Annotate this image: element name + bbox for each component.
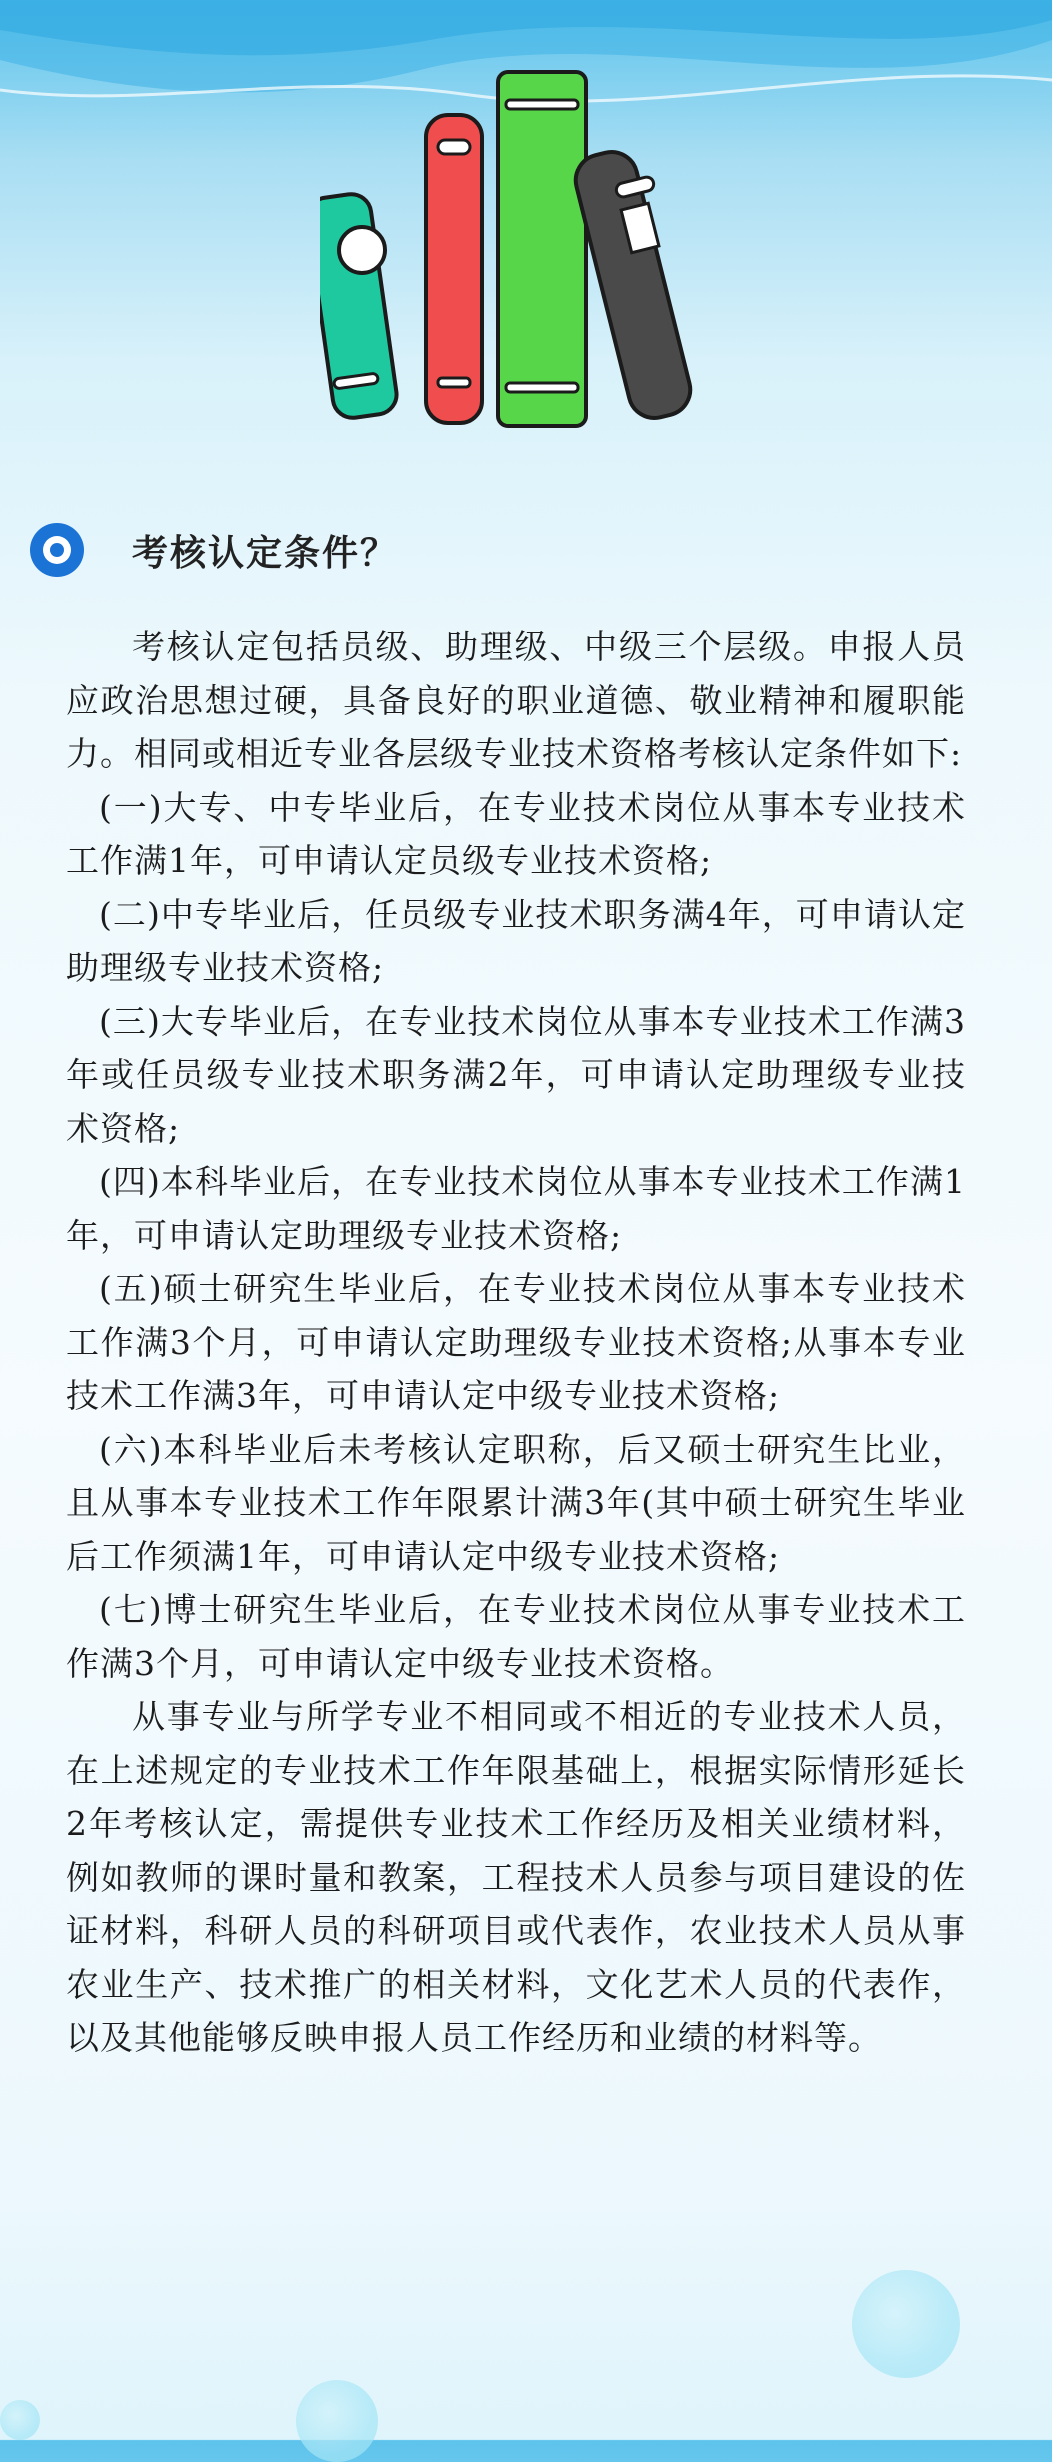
condition-item-2: (二)中专毕业后，任员级专业技术职务满4年，可申请认定助理级专业技术资格;: [66, 894, 966, 987]
condition-item-1: (一)大专、中专毕业后，在专业技术岗位从事本专业技术工作满1年，可申请认定员级专业技术资格;: [66, 787, 966, 880]
condition-item-4: (四)本科毕业后，在专业技术岗位从事本专业技术工作满1年，可申请认定助理级专业技术资格;: [66, 1162, 966, 1255]
closing-paragraph: 从事专业与所学专业不相同或不相近的专业技术人员，在上述规定的专业技术工作年限基础上，根据实际情形延长2年考核认定，需提供专业技术工作经历及相关业绩材料，例如教师的课时量和教案，工程技术人员参与项目建设的佐证材料，科研人员的科研项目或代表作，农业技术人员从事农业生产、技术推广的相关材料，文化艺术人员的代表作，以及其他能够反映申报人员工作经历和业绩的材料等。: [66, 1697, 966, 2057]
document-body: [66, 620, 966, 2065]
condition-item-7: (七)博士研究生毕业后，在专业技术岗位从事专业技术工作满3个月，可申请认定中级专业技术资格。: [66, 1590, 966, 1683]
condition-item-3: (三)大专毕业后，在专业技术岗位从事本专业技术工作满3年或任员级专业技术职务满2年，可申请认定助理级专业技术资格;: [66, 1001, 966, 1148]
section-title: 考核认定条件？: [132, 532, 399, 574]
gray-book-icon: [570, 147, 695, 424]
books-illustration: [320, 60, 720, 440]
target-circle-icon: [30, 523, 84, 577]
red-book-icon: [426, 115, 482, 423]
condition-item-5: (五)硕士研究生毕业后，在专业技术岗位从事本专业技术工作满3个月，可申请认定助理级专业技术资格;从事本专业技术工作满3年，可申请认定中级专业技术资格;: [66, 1269, 966, 1415]
green-book-icon: [498, 72, 586, 426]
condition-item-6: (六)本科毕业后未考核认定职称，后又硕士研究生比业，且从事本专业技术工作年限累计满3年(其中硕士研究生毕业后工作须满1年，可申请认定中级专业技术资格;: [66, 1429, 966, 1576]
section-heading: [30, 520, 1010, 580]
decorative-bubble: [296, 2380, 378, 2462]
decorative-bubble: [852, 2270, 960, 2378]
teal-book-icon: [320, 192, 399, 421]
intro-paragraph: 考核认定包括员级、助理级、中级三个层级。申报人员应政治思想过硬，具备良好的职业道德、敬业精神和履职能力。相同或相近专业各层级专业技术资格考核认定条件如下:: [66, 627, 966, 773]
decorative-bubble: [0, 2400, 40, 2440]
